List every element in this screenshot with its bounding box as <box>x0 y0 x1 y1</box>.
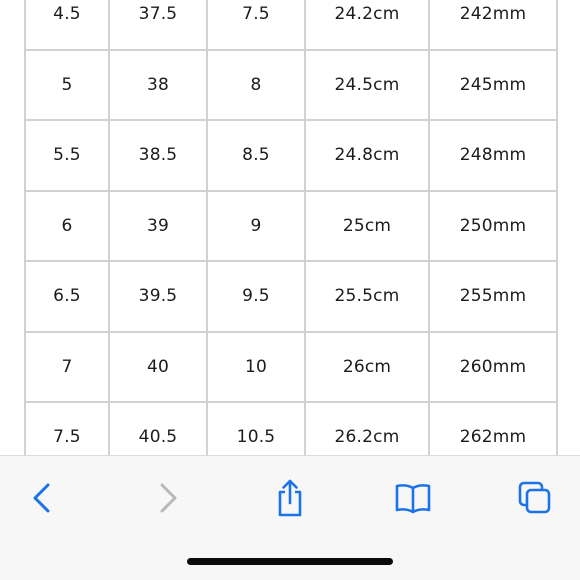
chevron-left-icon <box>28 481 56 515</box>
chevron-right-icon <box>154 481 182 515</box>
table-cell: 5 <box>25 50 109 121</box>
table-cell: 40.5 <box>109 402 207 473</box>
table-cell: 26.2cm <box>305 402 429 473</box>
table-cell: 5.5 <box>25 120 109 191</box>
table-row <box>25 261 557 332</box>
table-row <box>25 50 557 121</box>
table-row <box>25 120 557 191</box>
forward-button[interactable] <box>146 476 190 520</box>
table-row <box>25 191 557 262</box>
tabs-button[interactable] <box>513 476 557 520</box>
table-cell: 39.5 <box>109 261 207 332</box>
home-indicator[interactable] <box>187 558 393 565</box>
table-cell: 245mm <box>429 50 557 121</box>
table-cell: 262mm <box>429 402 557 473</box>
bookmarks-button[interactable] <box>391 476 435 520</box>
table-cell: 40 <box>109 332 207 403</box>
table-cell: 7 <box>25 332 109 403</box>
table-cell: 6.5 <box>25 261 109 332</box>
book-icon <box>393 481 433 515</box>
table-cell: 6 <box>25 191 109 262</box>
share-button[interactable] <box>268 476 312 520</box>
size-chart-table-container <box>24 0 556 474</box>
share-icon <box>273 478 307 518</box>
table-cell: 7.5 <box>25 402 109 473</box>
table-cell: 255mm <box>429 261 557 332</box>
back-button[interactable] <box>20 476 64 520</box>
table-cell: 9 <box>207 191 305 262</box>
table-cell: 260mm <box>429 332 557 403</box>
table-cell: 38.5 <box>109 120 207 191</box>
table-cell: 37.5 <box>109 0 207 50</box>
table-cell: 25cm <box>305 191 429 262</box>
table-cell: 24.5cm <box>305 50 429 121</box>
table-cell: 10 <box>207 332 305 403</box>
table-row <box>25 332 557 403</box>
table-cell: 8 <box>207 50 305 121</box>
table-row <box>25 0 557 50</box>
tabs-icon <box>516 479 554 517</box>
table-cell: 242mm <box>429 0 557 50</box>
table-cell: 26cm <box>305 332 429 403</box>
table-cell: 9.5 <box>207 261 305 332</box>
table-cell: 25.5cm <box>305 261 429 332</box>
table-cell: 7.5 <box>207 0 305 50</box>
size-chart-table <box>24 0 558 474</box>
table-cell: 24.2cm <box>305 0 429 50</box>
table-cell: 248mm <box>429 120 557 191</box>
table-cell: 250mm <box>429 191 557 262</box>
table-cell: 10.5 <box>207 402 305 473</box>
table-cell: 4.5 <box>25 0 109 50</box>
table-cell: 38 <box>109 50 207 121</box>
table-cell: 39 <box>109 191 207 262</box>
table-cell: 24.8cm <box>305 120 429 191</box>
table-cell: 8.5 <box>207 120 305 191</box>
